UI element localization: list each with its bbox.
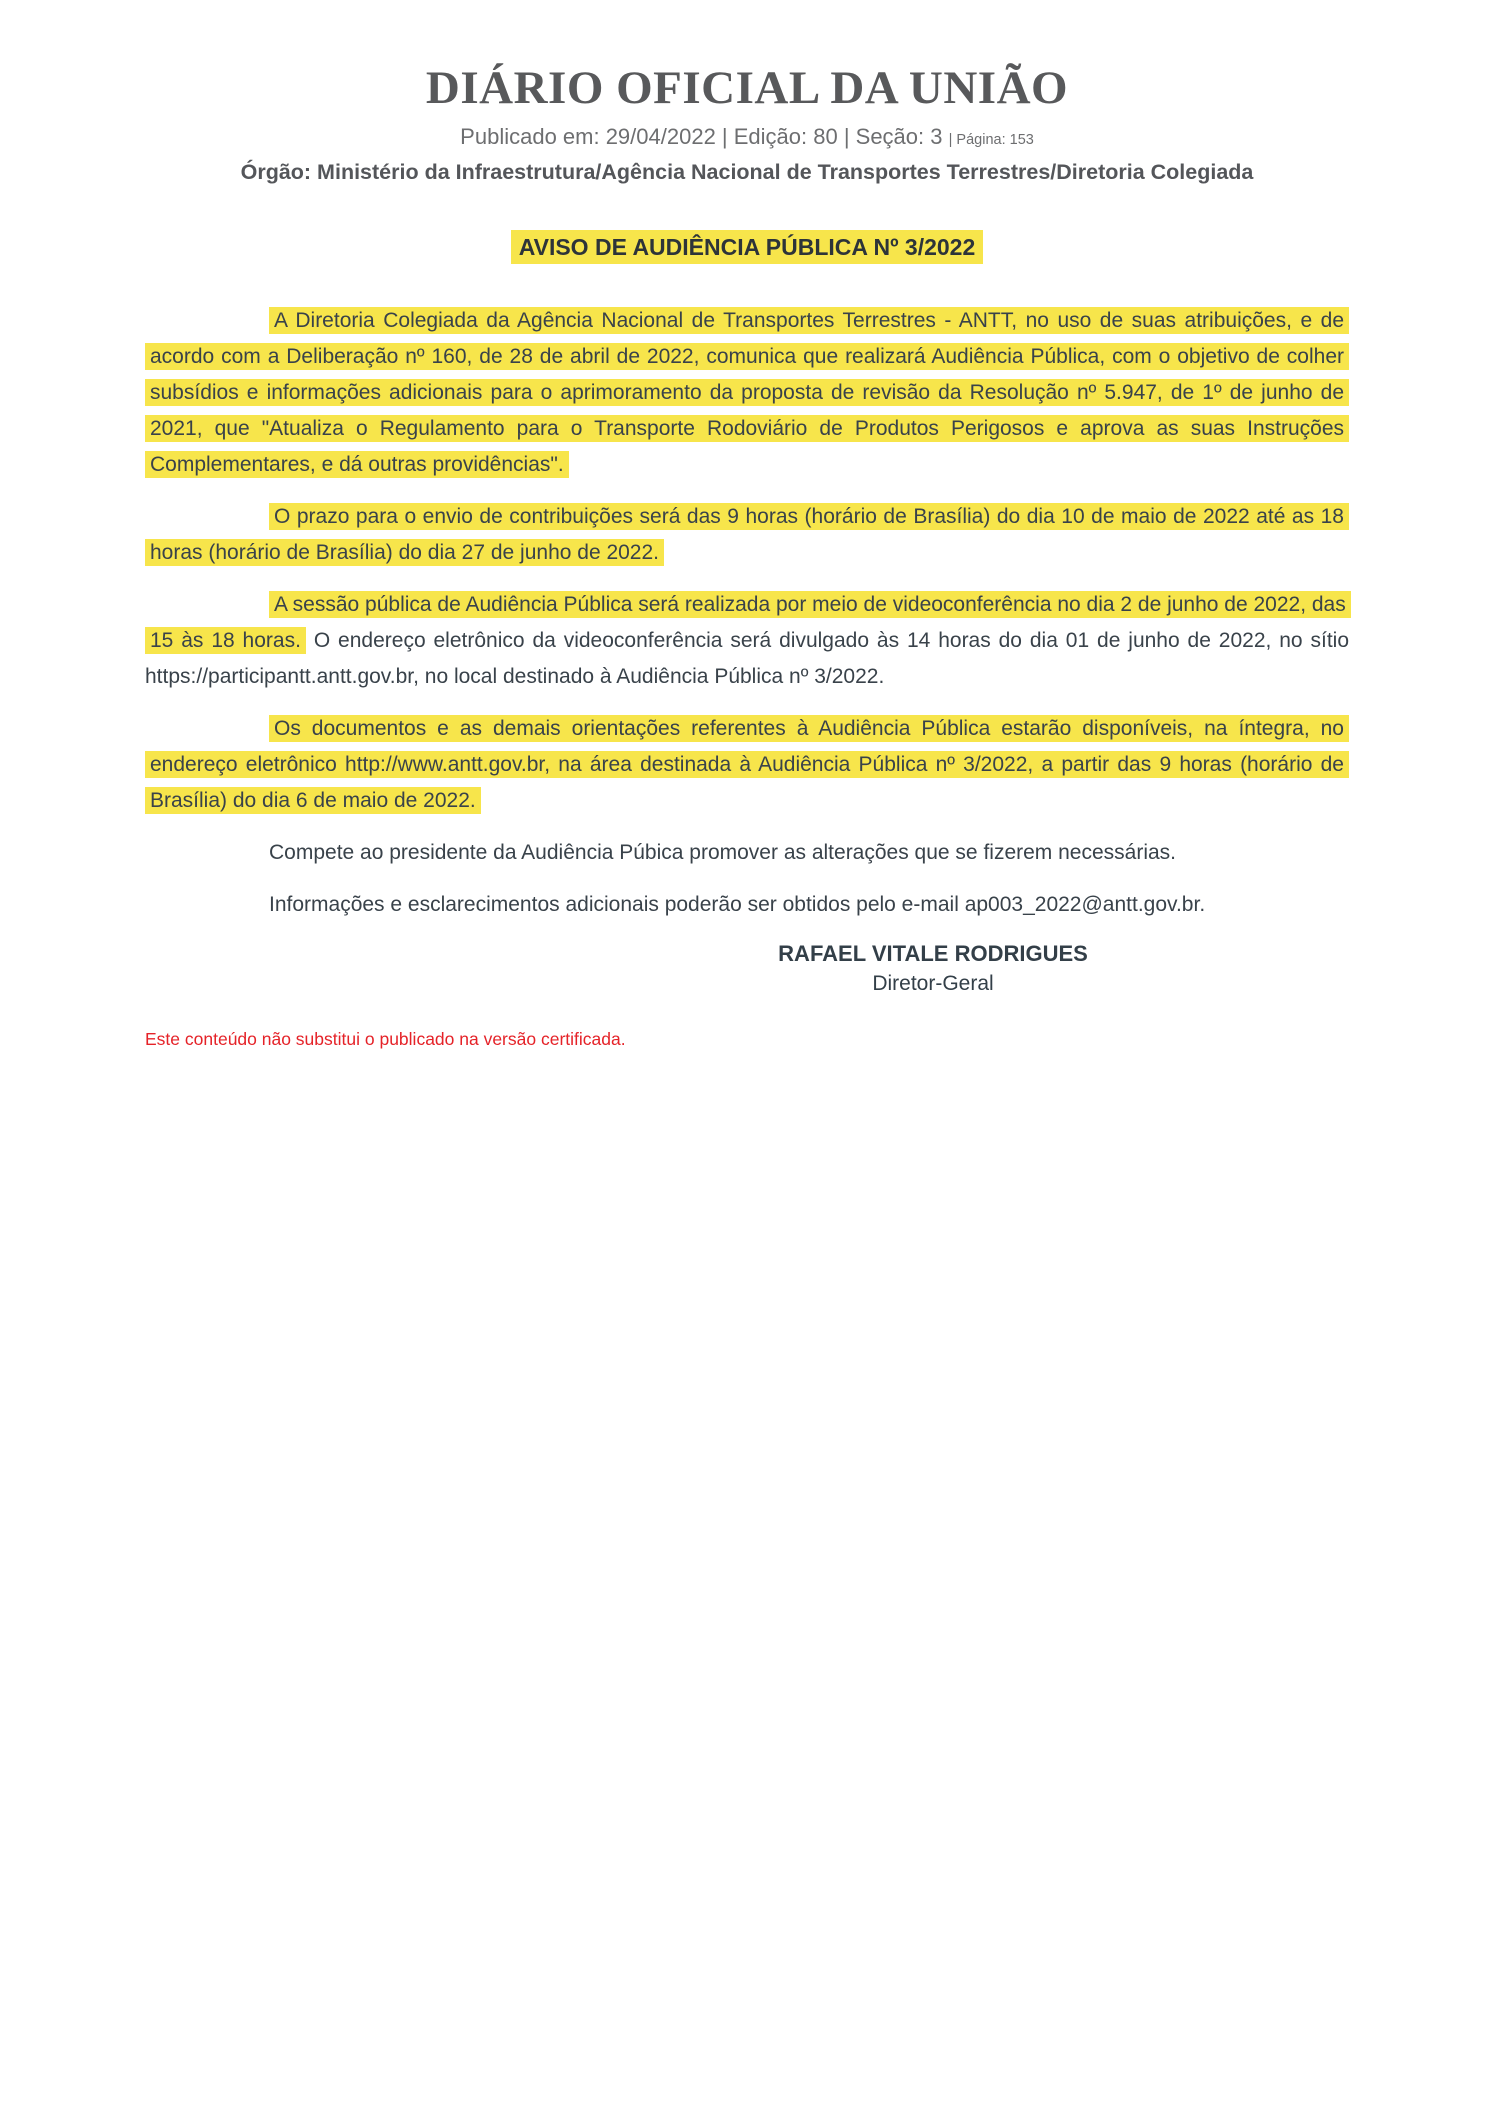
signature-block: [145, 939, 1349, 999]
paragraph-2: [145, 499, 1349, 571]
paragraph-5: [145, 835, 1349, 871]
paragraph-3: [145, 587, 1349, 695]
highlighted-text: O prazo para o envio de contribuições será das 9 horas (horário de Brasília) do dia 10 de maio de 2022 até as 18 horas (horário de Brasília) do dia 27 de junho de 2022.: [145, 503, 1349, 566]
signer-name: RAFAEL VITALE RODRIGUES: [778, 940, 1088, 966]
plain-text: O endereço eletrônico da videoconferência será divulgado às 14 horas do dia 01 de junho de 2022, no sítio https://participantt.antt.gov.br, no local destinado à Audiência Pública nº 3/2022.: [145, 628, 1349, 688]
publication-date-edition-section: Publicado em: 29/04/2022 | Edição: 80 | Seção: 3: [460, 123, 943, 149]
highlighted-text: A sessão pública de Audiência Pública será realizada por meio de videoconferência no dia 2 de junho de 2022, das 15 às 18 horas.: [145, 591, 1351, 654]
signer-role: Diretor-Geral: [872, 971, 994, 995]
publication-info-line: [145, 124, 1349, 150]
content-area: [0, 0, 1497, 1050]
notice-title-highlight: AVISO DE AUDIÊNCIA PÚBLICA Nº 3/2022: [511, 230, 984, 264]
issuing-organ-line: Órgão: Ministério da Infraestrutura/Agência Nacional de Transportes Terrestres/Diretoria Colegiada: [240, 159, 1254, 184]
plain-text: Compete ao presidente da Audiência Púbica promover as alterações que se fizerem necessárias.: [269, 840, 1177, 864]
publication-page-number: | Página: 153: [948, 131, 1034, 148]
notice-title: [145, 234, 1349, 261]
notice-body: [145, 303, 1349, 923]
highlighted-text: A Diretoria Colegiada da Agência Nacional de Transportes Terrestres - ANTT, no uso de suas atribuições, e de acordo com a Deliberação nº 160, de 28 de abril de 2022, comunica que realizará Audiência Pública, com o objetivo de colher subsídios e informações adicionais para o aprimoramento da proposta de revisão da Resolução nº 5.947, de 1º de junho de 2021, que "Atualiza o Regulamento para o Transporte Rodoviário de Produtos Perigosos e aprova as suas Instruções Complementares, e dá outras providências".: [145, 307, 1349, 478]
certification-disclaimer: Este conteúdo não substitui o publicado na versão certificada.: [145, 1028, 626, 1049]
highlighted-text: Os documentos e as demais orientações referentes à Audiência Pública estarão disponíveis, na íntegra, no endereço eletrônico http://www.antt.gov.br, na área destinada à Audiência Pública nº 3/2022, a partir das 9 horas (horário de Brasília) do dia 6 de maio de 2022.: [145, 715, 1349, 814]
paragraph-1: [145, 303, 1349, 483]
plain-text: Informações e esclarecimentos adicionais poderão ser obtidos pelo e-mail ap003_2022@antt.gov.br.: [269, 892, 1206, 916]
paragraph-4: [145, 711, 1349, 819]
gazette-masthead-title: DIÁRIO OFICIAL DA UNIÃO: [425, 62, 1069, 114]
paragraph-6: [145, 887, 1349, 923]
